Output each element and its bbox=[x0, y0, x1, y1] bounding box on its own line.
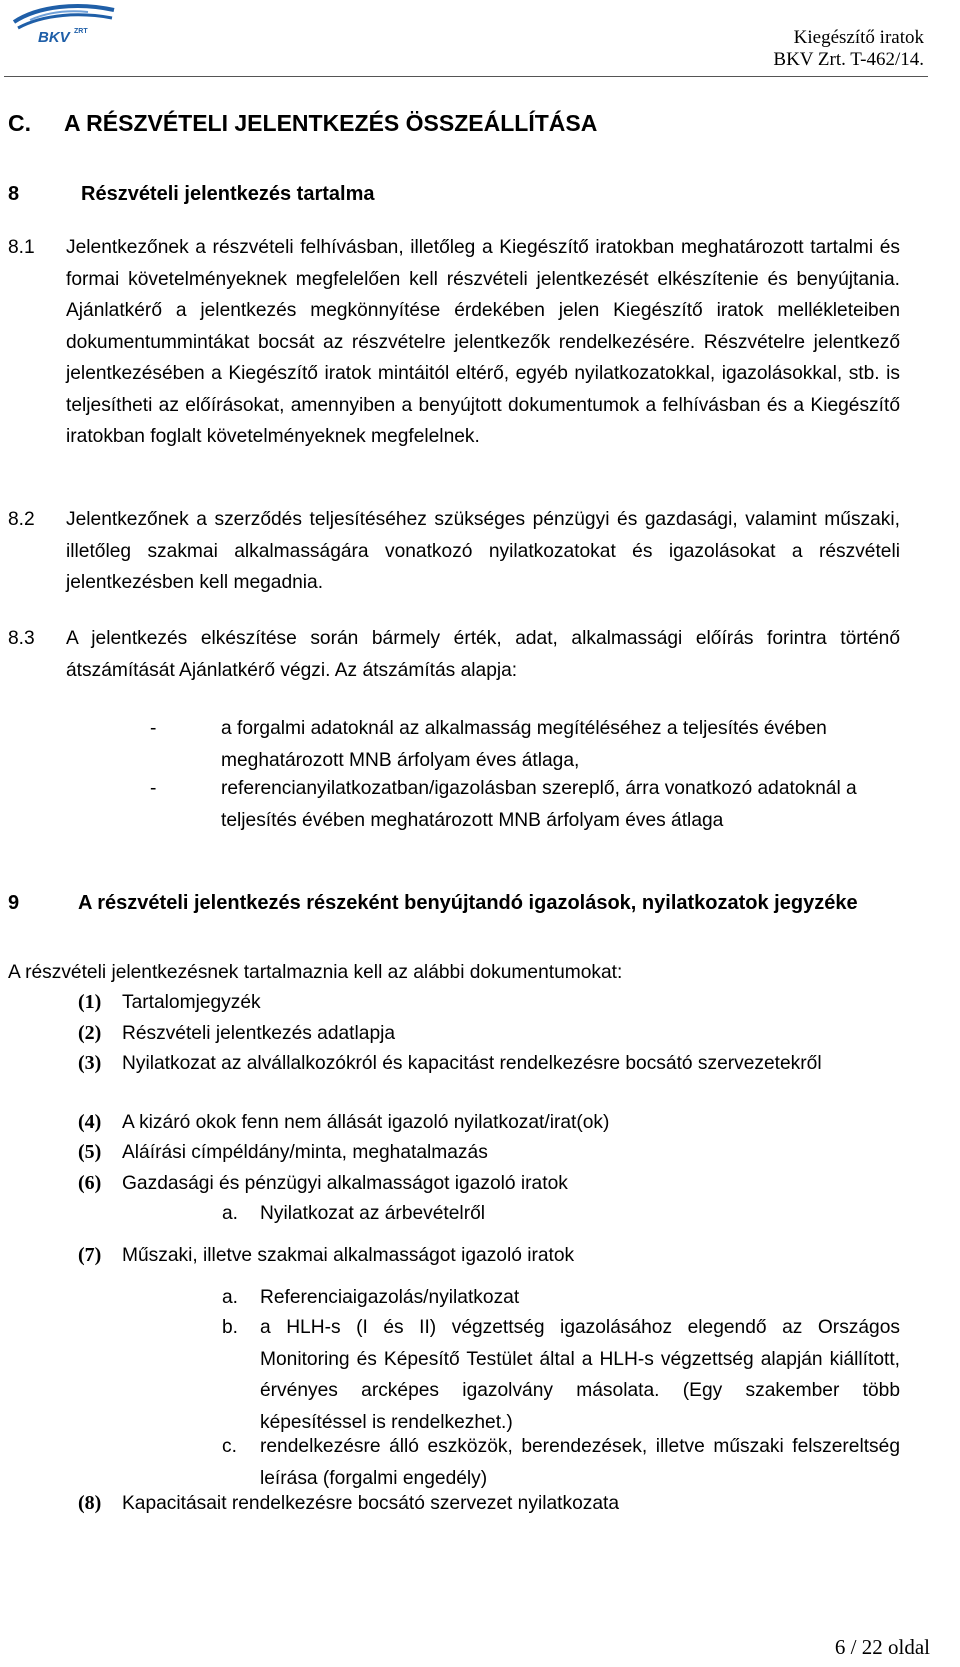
sublist-item-letter: a. bbox=[222, 1287, 239, 1308]
svg-text:BKV: BKV bbox=[38, 29, 70, 44]
paragraph-8-2 bbox=[8, 504, 900, 599]
list-item-number: (3) bbox=[78, 1052, 102, 1074]
list-item bbox=[78, 1168, 900, 1200]
sublist-item bbox=[222, 1282, 900, 1314]
list-item-number: (1) bbox=[78, 991, 102, 1013]
heading-8 bbox=[8, 183, 375, 206]
list-item-number: (7) bbox=[78, 1244, 102, 1266]
header-divider bbox=[4, 76, 928, 77]
bullet-dash: - bbox=[150, 778, 157, 799]
list-item-text: Részvételi jelentkezés adatlapja bbox=[122, 1023, 396, 1044]
sublist-item-letter: a. bbox=[222, 1203, 239, 1224]
sublist-item bbox=[222, 1431, 900, 1494]
section-9-intro: A részvételi jelentkezésnek tartalmaznia kell az alábbi dokumentumokat: bbox=[8, 962, 623, 983]
list-item-number: (6) bbox=[78, 1172, 102, 1194]
bullet-text: a forgalmi adatoknál az alkalmasság megítéléséhez a teljesítés évében meghatározott MNB árfolyam éves átlaga, bbox=[221, 718, 827, 771]
page-number: 6 / 22 oldal bbox=[834, 1635, 930, 1659]
list-item bbox=[78, 1488, 900, 1520]
bullet-item bbox=[150, 713, 870, 776]
paragraph-8-2-number: 8.2 bbox=[8, 509, 35, 530]
paragraph-8-1-number: 8.1 bbox=[8, 237, 35, 258]
sublist-item bbox=[222, 1198, 900, 1230]
header-title: Kiegészítő iratok bbox=[793, 27, 924, 48]
sublist-item-text: Referenciaigazolás/nyilatkozat bbox=[260, 1287, 520, 1308]
list-item bbox=[78, 1048, 900, 1080]
bkv-logo bbox=[8, 2, 120, 44]
list-item bbox=[78, 1137, 900, 1169]
sublist-item-text: Nyilatkozat az árbevételről bbox=[260, 1203, 486, 1224]
header-doc-id: BKV Zrt. T-462/14. bbox=[773, 49, 924, 70]
paragraph-8-1 bbox=[8, 232, 900, 453]
heading-8-title: Részvételi jelentkezés tartalma bbox=[81, 183, 375, 205]
list-item bbox=[78, 1018, 900, 1050]
list-item-text: Kapacitásait rendelkezésre bocsátó szervezet nyilatkozata bbox=[122, 1493, 620, 1514]
list-item-number: (4) bbox=[78, 1111, 102, 1133]
list-item-text: A kizáró okok fenn nem állását igazoló nyilatkozat/irat(ok) bbox=[122, 1112, 610, 1133]
bkv-logo-graphic bbox=[8, 2, 120, 44]
list-item-text: Műszaki, illetve szakmai alkalmasságot igazoló iratok bbox=[122, 1245, 575, 1266]
sublist-item-text: a HLH-s (I és II) végzettség igazolásához elegendő az Országos Monitoring és Képesítő Testület által a HLH-s végzettség alapján kiállított, érvényes arcképes igazolvány másolata. (Egy szakember több képesítéssel is rendelkezhet.) bbox=[260, 1317, 900, 1433]
sublist-item-text: rendelkezésre álló eszközök, berendezések, illetve műszaki felszereltség leírása (forgalmi engedély) bbox=[260, 1436, 900, 1489]
bullet-item bbox=[150, 773, 870, 836]
list-item bbox=[78, 1240, 900, 1272]
heading-9-number: 9 bbox=[8, 892, 20, 914]
paragraph-8-2-text: Jelentkezőnek a szerződés teljesítéséhez szükséges pénzügyi és gazdasági, valamint műszaki, illetőleg szakmai alkalmasságára vonatkozó nyilatkozatokat és igazolásokat a részvételi jelentkezésben kell megadnia. bbox=[66, 509, 900, 593]
list-item-text: Aláírási címpéldány/minta, meghatalmazás bbox=[122, 1142, 488, 1163]
paragraph-8-3-text: A jelentkezés elkészítése során bármely érték, adat, alkalmassági előírás forintra történő átszámítását Ajánlatkérő végzi. Az átszámítás alapja: bbox=[66, 628, 900, 681]
sublist-item bbox=[222, 1312, 900, 1438]
section-letter: C. bbox=[8, 110, 31, 136]
svg-text:ZRT: ZRT bbox=[74, 28, 88, 35]
list-item-number: (5) bbox=[78, 1141, 102, 1163]
section-title: A RÉSZVÉTELI JELENTKEZÉS ÖSSZEÁLLÍTÁSA bbox=[64, 110, 598, 136]
list-item-text: Tartalomjegyzék bbox=[122, 992, 261, 1013]
list-item-text: Gazdasági és pénzügyi alkalmasságot igazoló iratok bbox=[122, 1173, 568, 1194]
list-item-number: (8) bbox=[78, 1492, 102, 1514]
paragraph-8-3 bbox=[8, 623, 900, 686]
sublist-item-letter: c. bbox=[222, 1436, 237, 1457]
list-item-number: (2) bbox=[78, 1022, 102, 1044]
section-heading bbox=[8, 110, 597, 137]
paragraph-8-3-number: 8.3 bbox=[8, 628, 35, 649]
heading-9-title: A részvételi jelentkezés részeként benyújtandó igazolások, nyilatkozatok jegyzéke bbox=[78, 892, 858, 914]
list-item-text: Nyilatkozat az alvállalkozókról és kapacitást rendelkezésre bocsátó szervezetekről bbox=[122, 1053, 822, 1074]
paragraph-8-1-text: Jelentkezőnek a részvételi felhívásban, illetőleg a Kiegészítő iratokban meghatározott tartalmi és formai követelményeknek megfelelően kell részvételi jelentkezését elkészítenie és benyújtania. Ajánlatkérő a jelentkezés megkönnyítése érdekében jelen Kiegészítő iratok mellékleteiben dokumentummintákat bocsát az részvételre jelentkezők rendelkezésére. Részvételre jelentkező jelentkezésében a Kiegészítő iratok mintáitól eltérő, egyéb nyilatkozatokkal, igazolásokkal, stb. is teljesítheti az előírásokat, amennyiben a benyújtott dokumentumok a felhívásban és a Kiegészítő iratokban foglalt követelményeknek megfelelnek. bbox=[66, 237, 900, 447]
list-item bbox=[78, 987, 900, 1019]
heading-8-number: 8 bbox=[8, 183, 20, 205]
sublist-item-letter: b. bbox=[222, 1317, 239, 1338]
bullet-text: referencianyilatkozatban/igazolásban szereplő, árra vonatkozó adatoknál a teljesítés évében meghatározott MNB árfolyam éves átlaga bbox=[221, 778, 857, 831]
heading-9 bbox=[8, 888, 900, 919]
list-item bbox=[78, 1107, 900, 1139]
bullet-dash: - bbox=[150, 718, 157, 739]
